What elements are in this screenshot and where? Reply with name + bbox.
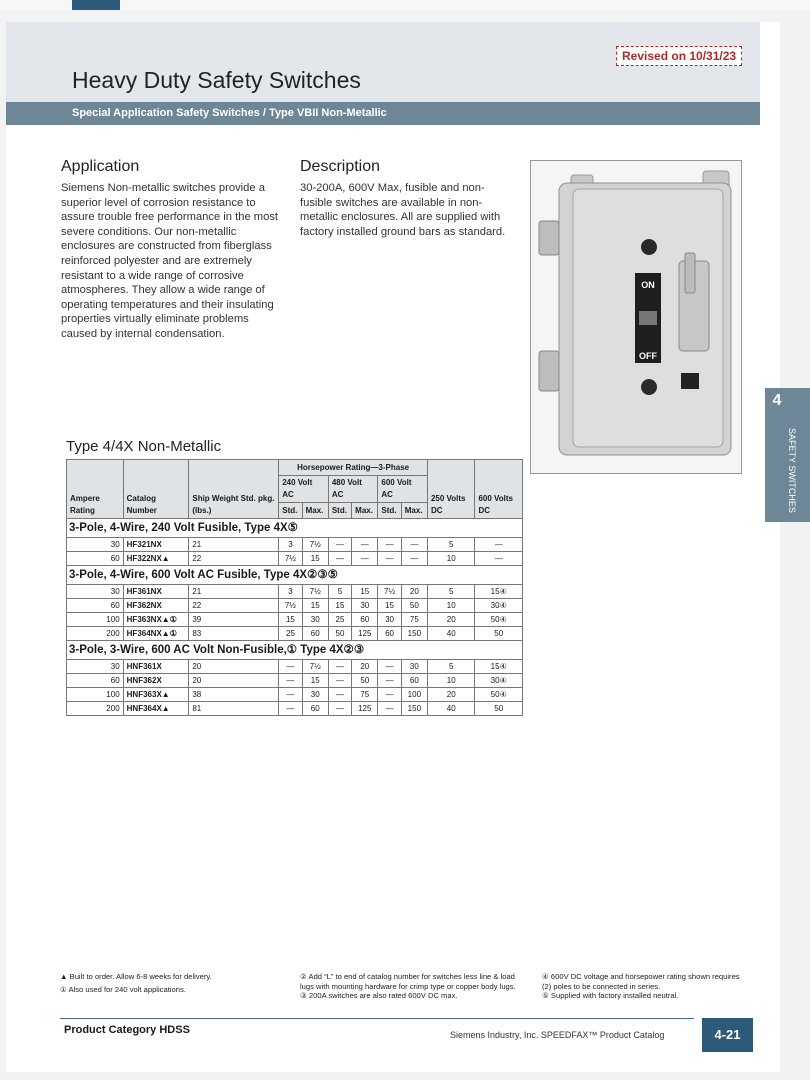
table-cell: 38	[189, 688, 279, 702]
table-cell: HF364NX▲①	[123, 627, 189, 641]
table-cell: —	[328, 660, 351, 674]
page-title: Heavy Duty Safety Switches	[72, 67, 361, 93]
table-cell: 30④	[475, 674, 523, 688]
table-cell: 21	[189, 538, 279, 552]
table-cell: HNF362X	[123, 674, 189, 688]
table-cell: 75	[352, 688, 378, 702]
table-cell: 100	[401, 688, 427, 702]
table-cell: 30	[378, 613, 401, 627]
table-cell: —	[378, 702, 401, 716]
table-cell: 200	[67, 627, 124, 641]
table-cell: 30	[302, 613, 328, 627]
revised-stamp: Revised on 10/31/23	[616, 46, 742, 66]
std-header: Std.	[279, 503, 302, 519]
description-text: 30-200A, 600V Max, fusible and non-fusible switches are available in non-metallic enclosures. All are supplied with factory installed ground bars as standard.	[300, 182, 506, 238]
table-cell: 25	[328, 613, 351, 627]
section-title: 3-Pole, 3-Wire, 600 AC Volt Non-Fusible,① Type 4X②③	[67, 641, 523, 660]
table-cell: 60	[401, 674, 427, 688]
table-cell: 40	[427, 627, 474, 641]
footnotes-col1	[60, 972, 280, 994]
table-cell: 50④	[475, 688, 523, 702]
table-cell: 25	[279, 627, 302, 641]
table-cell: 50	[328, 627, 351, 641]
table-cell: 60	[302, 627, 328, 641]
table-row	[67, 688, 523, 702]
table-cell: 81	[189, 702, 279, 716]
section-title: 3-Pole, 4-Wire, 240 Volt Fusible, Type 4X⑤	[67, 519, 523, 538]
footnotes-col2	[300, 972, 524, 1001]
table-cell: 7½	[279, 552, 302, 566]
table-cell: 60	[67, 552, 124, 566]
table-cell: HNF361X	[123, 660, 189, 674]
table-cell: 50	[475, 627, 523, 641]
table-cell: 50	[401, 599, 427, 613]
table-cell: HNF363X▲	[123, 688, 189, 702]
table-cell: 30	[401, 660, 427, 674]
footnote: ③ 200A switches are also rated 600V DC max.	[300, 991, 458, 1001]
table-cell: 7½	[302, 585, 328, 599]
table-cell: 15	[302, 599, 328, 613]
application-text: Siemens Non-metallic switches provide a superior level of corrosion resistance to assure trouble free performance in the most severe conditions. Our non-metallic enclosures are constructed from fiberglass reinforced polyester and are extremely resistant to a wide range of corrosive atmospheres. They allow a wide range of operating temperatures and their insulating properties virtually eliminate problems caused by internal condensation.	[61, 182, 279, 340]
table-cell: 5	[427, 538, 474, 552]
catalog-header: Catalog Number	[123, 460, 189, 519]
table-cell: 30	[352, 599, 378, 613]
top-strip	[0, 0, 810, 10]
table-cell: 20	[352, 660, 378, 674]
table-cell: 15④	[475, 660, 523, 674]
table-cell: 30	[302, 688, 328, 702]
hp-header: Horsepower Rating—3-Phase	[279, 460, 428, 476]
table-cell: 60	[378, 627, 401, 641]
table-row	[67, 599, 523, 613]
ship-weight-header: Ship Weight Std. pkg. (lbs.)	[189, 460, 279, 519]
table-cell: 15	[302, 552, 328, 566]
table-cell: 125	[352, 627, 378, 641]
section-row	[67, 519, 523, 538]
subtitle-band	[6, 102, 760, 125]
table-row	[67, 613, 523, 627]
table-cell: 3	[279, 585, 302, 599]
top-tab	[72, 0, 120, 10]
v240-header: 240 Volt AC	[279, 476, 329, 503]
table-cell: —	[279, 688, 302, 702]
table-cell: 7½	[378, 585, 401, 599]
table-cell: 5	[328, 585, 351, 599]
table-cell: 20	[189, 674, 279, 688]
table-cell: —	[328, 538, 351, 552]
on-label: ON	[641, 280, 655, 290]
table-cell: 15	[352, 585, 378, 599]
application-heading: Application	[61, 158, 140, 175]
table-title: Type 4/4X Non-Metallic	[66, 438, 222, 455]
table-cell: 21	[189, 585, 279, 599]
table-cell: 75	[401, 613, 427, 627]
table-cell: 83	[189, 627, 279, 641]
section-row	[67, 566, 523, 585]
table-cell: —	[378, 674, 401, 688]
safety-switch-image	[531, 161, 741, 473]
max-header: Max.	[302, 503, 328, 519]
table-cell: —	[401, 552, 427, 566]
v600-header: 600 Volt AC	[378, 476, 428, 503]
table-cell: HF362NX	[123, 599, 189, 613]
table-cell: 3	[279, 538, 302, 552]
table-cell: 22	[189, 599, 279, 613]
page-number: 4-21	[702, 1018, 753, 1052]
table-cell: 100	[67, 688, 124, 702]
catalog-page	[6, 22, 780, 1072]
product-category: Product Category HDSS	[64, 1024, 190, 1036]
table-cell: 20	[427, 688, 474, 702]
table-cell: 7½	[302, 538, 328, 552]
table-cell: 40	[427, 702, 474, 716]
table-row	[67, 538, 523, 552]
table-cell: 50	[352, 674, 378, 688]
table-cell: —	[352, 538, 378, 552]
table-cell: 150	[401, 627, 427, 641]
max-header: Max.	[352, 503, 378, 519]
table-row	[67, 702, 523, 716]
table-cell: —	[475, 538, 523, 552]
dc250-header: 250 Volts DC	[427, 460, 474, 519]
table-cell: 15	[279, 613, 302, 627]
table-cell: —	[328, 688, 351, 702]
footnote: ⑤ Supplied with factory installed neutral.	[542, 991, 679, 1001]
table-cell: —	[352, 552, 378, 566]
table-row	[67, 674, 523, 688]
table-cell: HF321NX	[123, 538, 189, 552]
section-title: 3-Pole, 4-Wire, 600 Volt AC Fusible, Type 4X②③⑤	[67, 566, 523, 585]
table-cell: —	[401, 538, 427, 552]
table-cell: 5	[427, 585, 474, 599]
table-cell: 10	[427, 674, 474, 688]
ratings-table	[66, 459, 523, 716]
table-cell: 200	[67, 702, 124, 716]
table-cell: —	[378, 552, 401, 566]
section-label: SAFETY SWITCHES	[787, 428, 797, 513]
table-cell: 7½	[302, 660, 328, 674]
max-header: Max.	[401, 503, 427, 519]
table-cell: —	[328, 674, 351, 688]
table-body	[67, 519, 523, 716]
footnote: ① Also used for 240 volt applications.	[60, 984, 186, 994]
table-cell: 125	[352, 702, 378, 716]
table-cell: —	[279, 702, 302, 716]
table-cell: 5	[427, 660, 474, 674]
v480-header: 480 Volt AC	[328, 476, 378, 503]
table-cell: 60	[67, 674, 124, 688]
ampere-header: Ampere Rating	[67, 460, 124, 519]
footnote: ② Add “L” to end of catalog number for switches less line & load lugs with mounting hardware for crimp type or copper body lugs.	[300, 972, 516, 991]
catalog-name: Siemens Industry, Inc. SPEEDFAX™ Product Catalog	[450, 1030, 665, 1040]
table-row	[67, 660, 523, 674]
table-cell: 10	[427, 599, 474, 613]
table-cell: —	[475, 552, 523, 566]
table-cell: HF363NX▲①	[123, 613, 189, 627]
table-cell: 50	[475, 702, 523, 716]
table-cell: 30	[67, 538, 124, 552]
table-cell: —	[378, 660, 401, 674]
table-cell: HNF364X▲	[123, 702, 189, 716]
table-cell: 60	[67, 599, 124, 613]
description-heading: Description	[300, 158, 381, 175]
table-cell: 100	[67, 613, 124, 627]
table-cell: 15④	[475, 585, 523, 599]
table-cell: 30④	[475, 599, 523, 613]
table-cell: 10	[427, 552, 474, 566]
table-cell: —	[279, 674, 302, 688]
table-cell: 30	[67, 660, 124, 674]
section-tab[interactable]	[765, 388, 810, 522]
table-cell: —	[378, 538, 401, 552]
table-cell: 22	[189, 552, 279, 566]
table-cell: 150	[401, 702, 427, 716]
footnote: ④ 600V DC voltage and horsepower rating shown requires (2) poles to be connected in series.	[542, 972, 740, 991]
product-photo	[530, 160, 742, 474]
table-cell: HF361NX	[123, 585, 189, 599]
table-cell: —	[328, 702, 351, 716]
table-cell: 15	[378, 599, 401, 613]
table-cell: 60	[302, 702, 328, 716]
section-row	[67, 641, 523, 660]
table-cell: 60	[352, 613, 378, 627]
table-cell: 7½	[279, 599, 302, 613]
table-cell: 30	[67, 585, 124, 599]
std-header: Std.	[378, 503, 401, 519]
table-row	[67, 585, 523, 599]
table-cell: 15	[328, 599, 351, 613]
dc600-header: 600 Volts DC	[475, 460, 523, 519]
table-row	[67, 552, 523, 566]
table-cell: —	[328, 552, 351, 566]
table-cell: 39	[189, 613, 279, 627]
subtitle: Special Application Safety Switches / Type VBII Non-Metallic	[72, 107, 387, 119]
table-cell: —	[378, 688, 401, 702]
table-cell: 20	[189, 660, 279, 674]
table-row	[67, 627, 523, 641]
table-cell: 20	[427, 613, 474, 627]
table-cell: 15	[302, 674, 328, 688]
table-cell: 20	[401, 585, 427, 599]
table-cell: HF322NX▲	[123, 552, 189, 566]
off-label: OFF	[639, 351, 657, 361]
section-number: 4	[772, 392, 782, 409]
footer-rule	[60, 1018, 694, 1019]
std-header: Std.	[328, 503, 351, 519]
footnotes-col3	[542, 972, 748, 1001]
table-cell: —	[279, 660, 302, 674]
table-cell: 50④	[475, 613, 523, 627]
footnote: ▲ Built to order. Allow 6-8 weeks for delivery.	[60, 972, 212, 981]
